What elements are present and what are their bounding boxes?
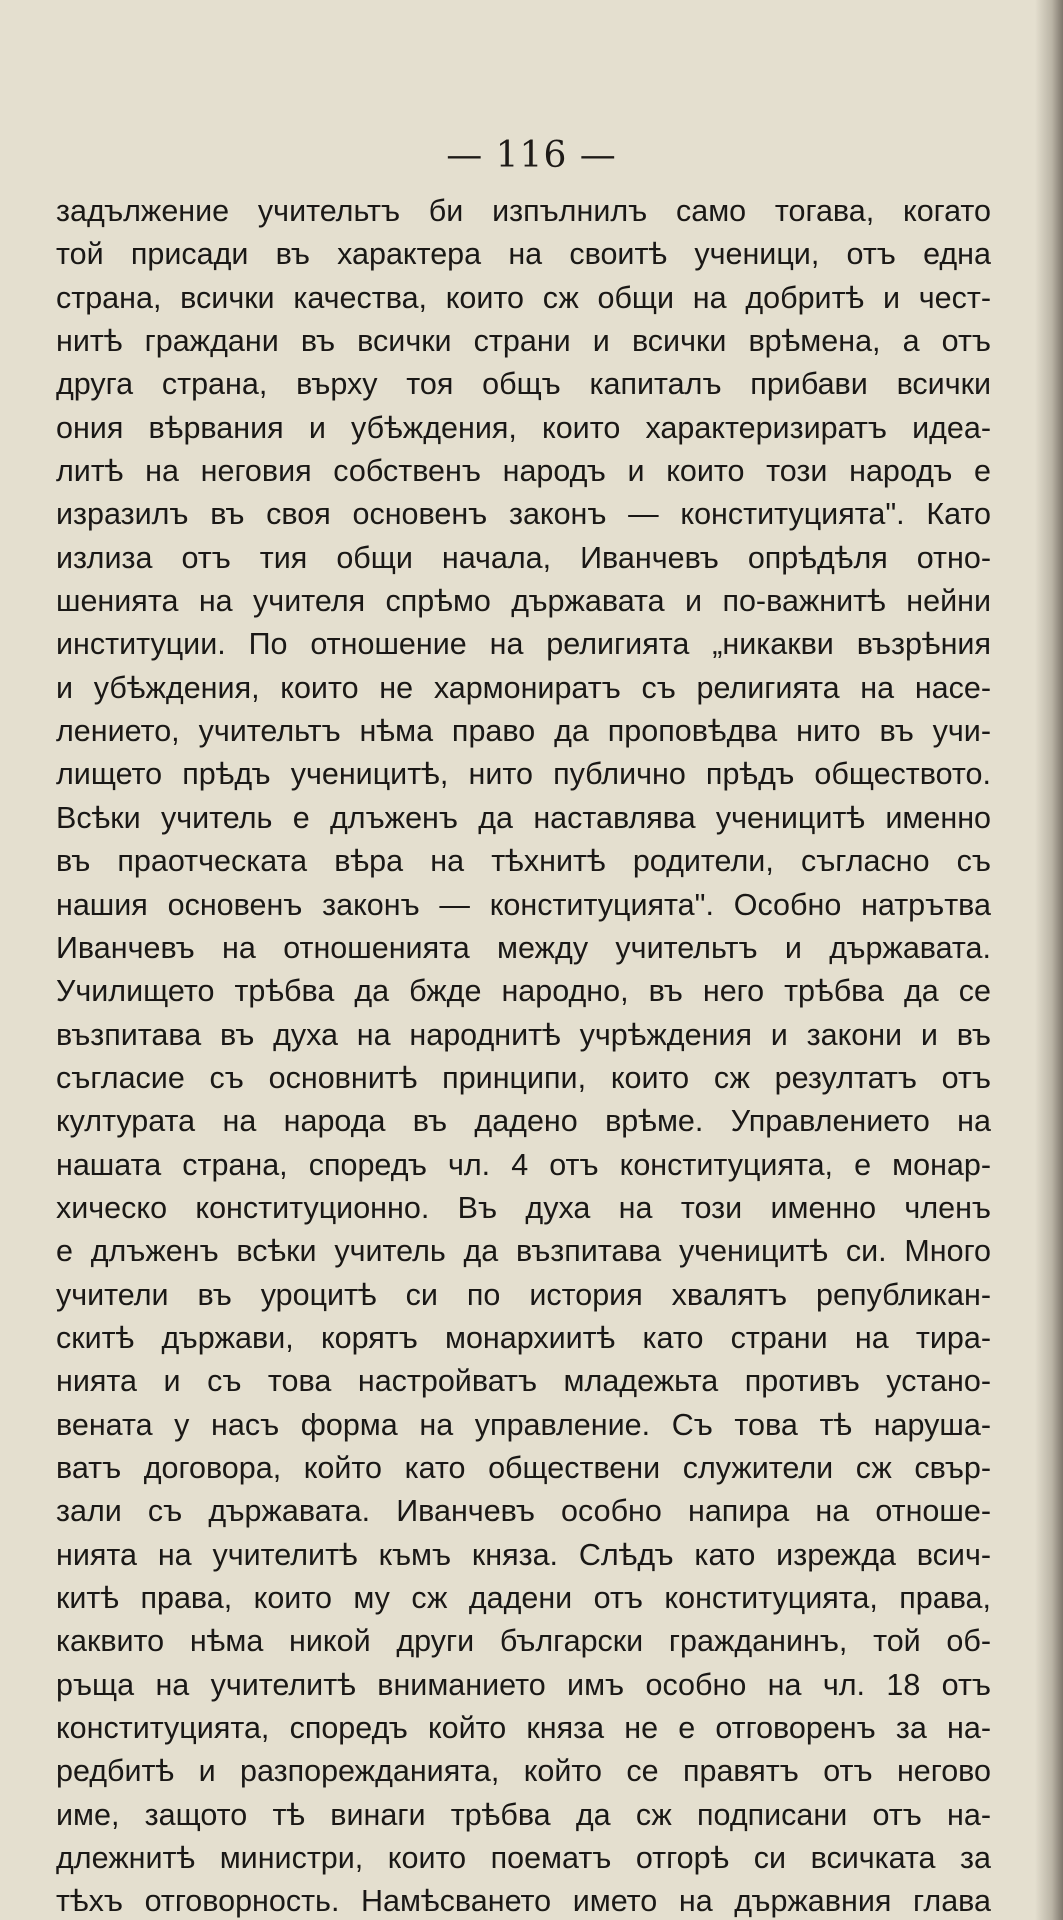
text-line: въ праотческата вѣра на тѣхнитѣ родители, съгласно съ	[56, 844, 991, 879]
text-line: ватъ договора, който като обществени служители сж свър-	[56, 1450, 991, 1485]
text-line: име, защото тѣ винаги трѣбва да сж подписани отъ на-	[56, 1797, 991, 1832]
text-line: лението, учительтъ нѣма право да проповѣдва нито въ учи-	[56, 714, 991, 749]
text-line: каквито нѣма никой други български гражданинъ, той об-	[56, 1624, 991, 1659]
text-line: задължение учительтъ би изпълнилъ само тогава, когато	[56, 194, 991, 228]
text-line: съгласие съ основнитѣ принципи, които сж резултатъ отъ	[56, 1060, 991, 1095]
text-line: хическо конституционно. Въ духа на този именно членъ	[56, 1190, 991, 1225]
text-line: шенията на учителя спрѣмо държавата и по-важнитѣ нейни	[56, 584, 991, 619]
page-number: — 116 —	[446, 135, 617, 176]
text-line: редбитѣ и разпорежданията, който се правятъ отъ негово	[56, 1754, 991, 1789]
text-line: ония вѣрвания и убѣждения, които характеризиратъ идеа-	[56, 410, 991, 445]
text-line: тѣхъ отговорность. Намѣсването името на държавния глава	[56, 1884, 991, 1919]
text-line: и убѣждения, които не хармониратъ съ религията на насе-	[56, 670, 991, 705]
text-line: възпитава въ духа на народнитѣ учрѣждения и закони и въ	[56, 1017, 991, 1052]
text-line: китѣ права, които му сж дадени отъ конституцията, права,	[56, 1581, 991, 1615]
text-line: културата на народа въ дадено врѣме. Управлението на	[56, 1104, 991, 1139]
text-line: Иванчевъ на отношенията между учительтъ и държавата.	[56, 930, 991, 965]
text-line: друга страна, върху тоя общъ капиталъ прибави всички	[56, 367, 991, 402]
text-line: ръща на учителитѣ вниманието имъ особно на чл. 18 отъ	[56, 1667, 991, 1702]
text-line: институции. По отношение на религията „никакви възрѣния	[56, 627, 991, 662]
text-line: нията на учителитѣ къмъ княза. Слѣдъ като изрежда всич-	[56, 1537, 991, 1572]
text-line: скитѣ държави, корятъ монархиитѣ като страни на тира-	[56, 1320, 991, 1355]
text-line: страна, всички качества, които сж общи на добритѣ и чест-	[56, 280, 991, 315]
text-line: зали съ държавата. Иванчевъ особно напира на отноше-	[56, 1494, 991, 1529]
text-line: Всѣки учитель е длъженъ да наставлява ученицитѣ именно	[56, 800, 991, 835]
text-line: лището прѣдъ ученицитѣ, нито публично прѣдъ обществото.	[56, 757, 991, 792]
text-line: конституцията, споредъ който князa не е отговоренъ за на-	[56, 1711, 991, 1746]
text-line: литѣ на неговия собственъ народъ и които този народъ е	[56, 454, 991, 489]
text-line: излиза отъ тия общи начала, Иванчевъ опрѣдѣля отно-	[56, 540, 991, 575]
text-line: учители въ уроцитѣ си по история хвалятъ републикан-	[56, 1277, 991, 1312]
text-line: длежнитѣ министри, които поематъ отгорѣ си всичката за	[56, 1841, 991, 1876]
body-text	[56, 190, 991, 1920]
page-edge-shadow	[1035, 0, 1063, 1920]
text-line: нашата страна, споредъ чл. 4 отъ конституцията, е монар-	[56, 1147, 991, 1182]
text-line: Училището трѣбва да бжде народно, въ него трѣбва да се	[56, 974, 991, 1009]
text-line: той присади въ характера на своитѣ ученици, отъ една	[56, 237, 991, 272]
text-line: нията и съ това настройватъ младежьта противъ устано-	[56, 1364, 991, 1399]
text-line: изразилъ въ своя основенъ законъ — конституцията". Като	[56, 497, 991, 532]
text-line: нитѣ граждани въ всички страни и всички врѣмена, а отъ	[56, 324, 991, 359]
text-line: вената у насъ форма на управление. Съ това тѣ наруша-	[56, 1407, 991, 1442]
text-line: е длъженъ всѣки учитель да възпитава ученицитѣ си. Много	[56, 1234, 991, 1269]
text-line: нашия основенъ законъ — конституцията". Особно натрътва	[56, 887, 991, 922]
